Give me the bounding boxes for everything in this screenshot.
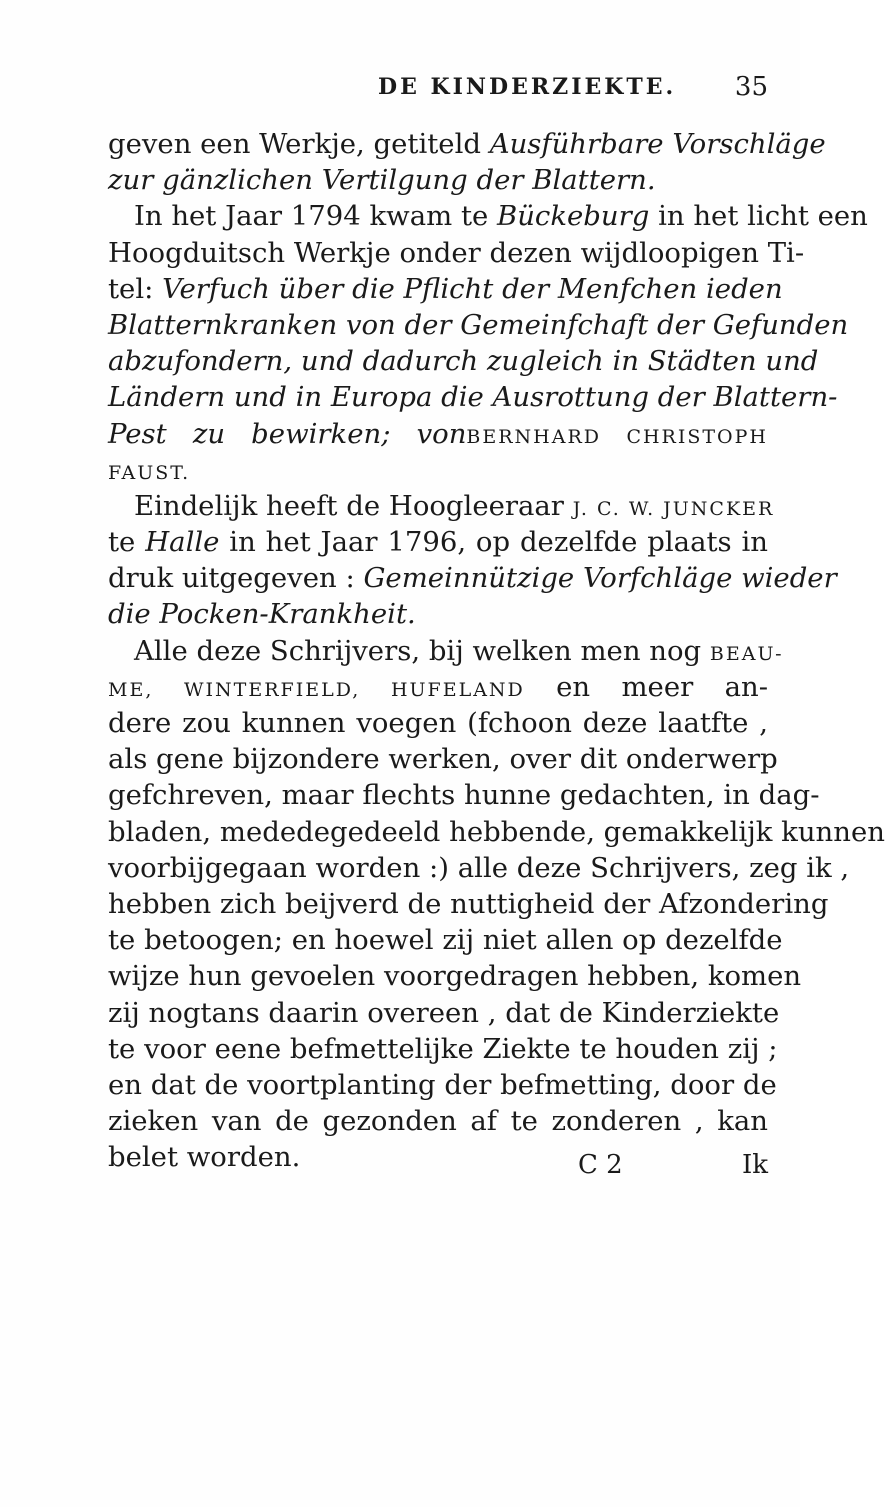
text-line: Ländern und in Europa die Ausrottung der Blattern- [108,381,838,414]
text-line: belet worden. [108,1141,301,1174]
signature-mark: C 2 [578,1150,623,1180]
text-line: te voor eene befmettelijke Ziekte te houden zij ; [108,1032,778,1065]
text-line: Alle deze Schrijvers, bij welken men nog BEAU- [134,634,784,667]
text-line: te betoogen; en hoewel zij niet allen op dezelfde [108,924,783,957]
text-line: Eindelijk heeft de Hoogleeraar J. C. W. JUNCKER [134,489,775,522]
text-line: Hoogduitsch Werkje onder dezen wijdloopigen Ti- [108,236,805,269]
page-number: 35 [734,72,768,102]
text-line: Pest zu bewirken; vonBERNHARD CHRISTOPH [108,417,768,450]
text-line: In het Jaar 1794 kwam te Bückeburg in het licht een [134,200,868,233]
body-text [108,126,885,1175]
text-line: als gene bijzondere werken, over dit onderwerp [108,743,778,776]
page-footer [108,1150,768,1190]
text-line: wijze hun gevoelen voorgedragen hebben, komen [108,960,802,993]
text-line: hebben zich beijverd de nuttigheid der Afzondering [108,887,829,920]
text-line: ME, WINTERFIELD, HUFELAND en meer an- [108,670,768,703]
text-line: en dat de voortplanting der befmetting, door de [108,1068,777,1101]
text-line: zieken van de gezonden af te zonderen , kan [108,1105,768,1138]
text-line: tel: Verfuch über die Pflicht der Menfchen ieden [108,272,783,305]
text-line: te Halle in het Jaar 1796, op dezelfde plaats in [108,526,768,559]
text-line: geven een Werkje, getiteld Ausführbare Vorschläge [108,128,826,160]
text-line: zur gänzlichen Vertilgung der Blattern. [108,164,656,197]
text-line: FAUST. [108,461,191,484]
running-head [108,72,768,112]
text-line: Blatternkranken von der Gemeinfchaft der Gefunden [108,308,849,341]
catchword: Ik [741,1150,768,1180]
text-line: die Pocken-Krankheit. [108,598,416,631]
text-line: dere zou kunnen voegen (fchoon deze laatfte , [108,707,768,739]
text-line: druk uitgegeven : Gemeinnützige Vorfchläge wieder [108,562,837,595]
text-line: abzufondern, und dadurch zugleich in Städten und [108,345,819,378]
text-line: zij nogtans daarin overeen , dat de Kinderziekte [108,996,780,1029]
running-title: DE KINDERZIEKTE. [378,74,677,100]
text-line: gefchreven, maar flechts hunne gedachten, in dag- [108,779,820,812]
text-line: voorbijgegaan worden :) alle deze Schrijvers, zeg ik , [108,851,850,884]
text-line: bladen, mededegedeeld hebbende, gemakkelijk kunnen [108,815,885,848]
